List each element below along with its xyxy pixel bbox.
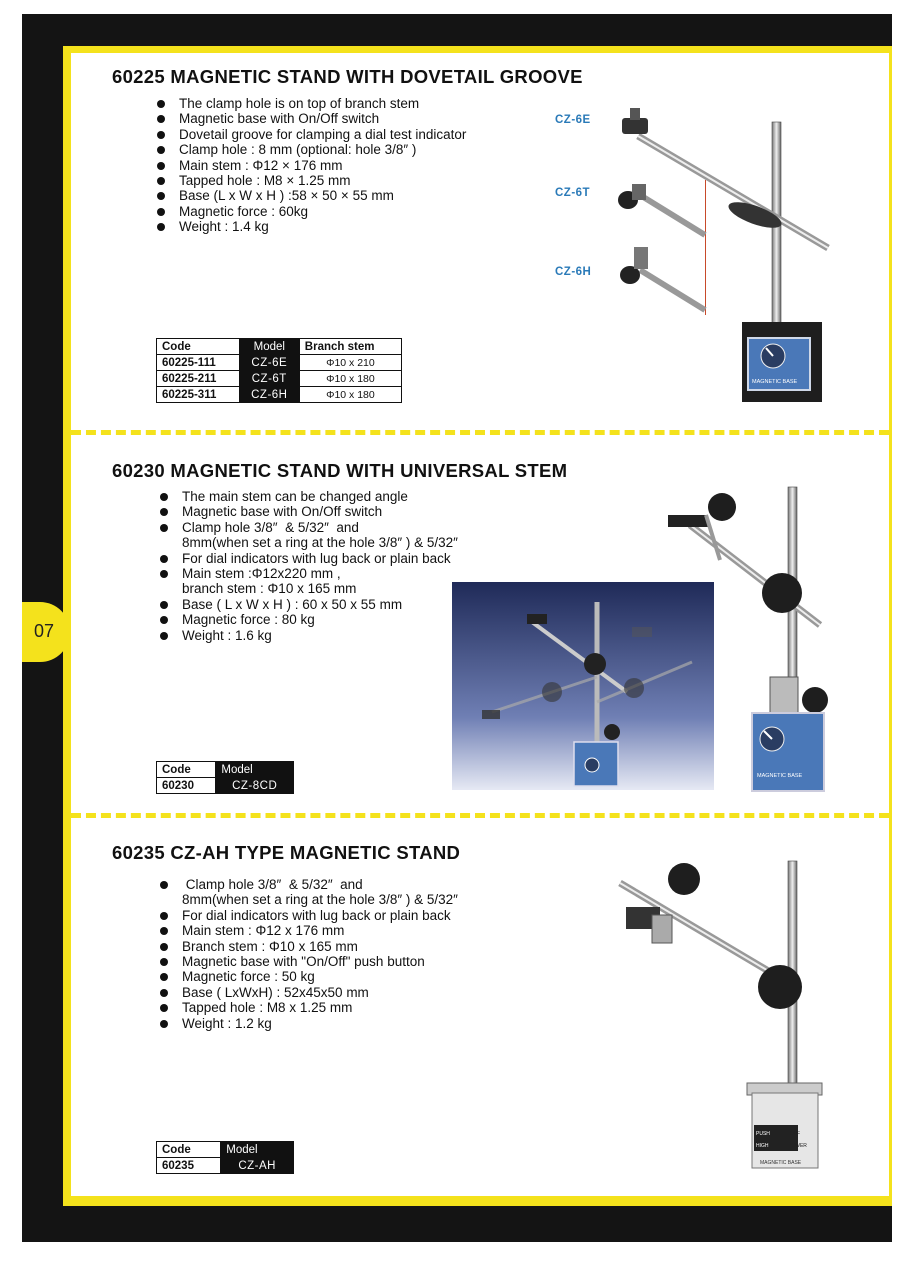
base-label-push: PUSH: [756, 1131, 770, 1137]
table-cell-code: 60225-311: [157, 387, 240, 403]
feature-list-60235: [160, 877, 458, 1031]
table-cell-code: 60235: [157, 1158, 221, 1174]
table-cell-code: 60225-211: [157, 371, 240, 387]
spec-table-60225: [156, 338, 402, 403]
feature-item: Tapped hole : M8 × 1.25 mm: [157, 173, 466, 188]
spec-table-60235: [156, 1141, 294, 1174]
table-cell-branch-stem: Φ10 x 180: [299, 387, 401, 403]
base-label-high: HIGH: [756, 1143, 769, 1149]
feature-item: Magnetic base with On/Off switch: [157, 111, 466, 126]
variant-label-cz-6e: CZ-6E: [555, 114, 591, 126]
table-row: [157, 355, 402, 371]
table-row: [157, 387, 402, 403]
feature-item: The clamp hole is on top of branch stem: [157, 96, 466, 111]
table-row: [157, 371, 402, 387]
page-number: 07: [34, 621, 55, 641]
feature-item: For dial indicators with lug back or plain back: [160, 551, 458, 566]
section-divider: [71, 813, 889, 818]
table-cell-branch-stem: Φ10 x 180: [299, 371, 401, 387]
magnetic-stand-universal-illustration: [660, 485, 845, 795]
table-row: [157, 778, 294, 794]
feature-list-60230: [160, 489, 458, 643]
feature-item: Base ( LxWxH) : 52x45x50 mm: [160, 985, 458, 1000]
feature-item: Base ( L x W x H ) : 60 x 50 x 55 mm: [160, 597, 458, 612]
base-label-text: MAGNETIC BASE: [752, 379, 798, 385]
table-row: [157, 1158, 294, 1174]
feature-item: Main stem :Φ12x220 mm , branch stem : Φ10 x 165 mm: [160, 566, 458, 597]
feature-item: Clamp hole : 8 mm (optional: hole 3/8″ ): [157, 142, 466, 157]
feature-item: Base (L x W x H ) :58 × 50 × 55 mm: [157, 188, 466, 203]
table-header-code: Code: [157, 1142, 221, 1158]
section-title-60230: 60230 MAGNETIC STAND WITH UNIVERSAL STEM: [112, 460, 568, 481]
spec-table-60230: [156, 761, 294, 794]
table-cell-model: CZ-8CD: [216, 778, 294, 794]
feature-item: Clamp hole 3/8″ & 5/32″ and 8mm(when set a ring at the hole 3/8″ ) & 5/32″: [160, 520, 458, 551]
table-header-model: Model: [239, 339, 299, 355]
feature-item: Tapped hole : M8 x 1.25 mm: [160, 1000, 458, 1015]
base-label-off: OFF: [790, 1131, 800, 1137]
base-label-magnetic-base: MAGNETIC BASE: [760, 1160, 802, 1166]
cz-ah-magnetic-stand-illustration: [612, 855, 837, 1175]
feature-item: Magnetic force : 80 kg: [160, 612, 458, 627]
feature-item: Dovetail groove for clamping a dial test indicator: [157, 127, 466, 142]
table-cell-model: CZ-6E: [239, 355, 299, 371]
table-cell-model: CZ-AH: [221, 1158, 294, 1174]
variant-label-cz-6t: CZ-6T: [555, 187, 591, 199]
feature-item: Magnetic base with "On/Off" push button: [160, 954, 458, 969]
table-header-model: Model: [216, 762, 294, 778]
feature-item: Weight : 1.2 kg: [160, 1016, 458, 1031]
feature-item: Magnetic base with On/Off switch: [160, 504, 458, 519]
section-title-60225: 60225 MAGNETIC STAND WITH DOVETAIL GROOVE: [112, 66, 583, 87]
table-header-branch-stem: Branch stem: [299, 339, 401, 355]
feature-item: Magnetic force : 50 kg: [160, 969, 458, 984]
table-header-code: Code: [157, 762, 216, 778]
base-label-text: MAGNETIC BASE: [757, 773, 803, 779]
section-divider: [71, 430, 889, 435]
table-header-model: Model: [221, 1142, 294, 1158]
table-cell-code: 60225-111: [157, 355, 240, 371]
feature-item: Main stem : Φ12 x 176 mm: [160, 923, 458, 938]
feature-item: Branch stem : Φ10 x 165 mm: [160, 939, 458, 954]
table-cell-code: 60230: [157, 778, 216, 794]
feature-item: Magnetic force : 60kg: [157, 204, 466, 219]
feature-item: For dial indicators with lug back or plain back: [160, 908, 458, 923]
base-label-power: POWER: [788, 1143, 807, 1149]
variant-label-cz-6h: CZ-6H: [555, 266, 592, 278]
feature-item: Weight : 1.4 kg: [157, 219, 466, 234]
feature-item: The main stem can be changed angle: [160, 489, 458, 504]
feature-item: Weight : 1.6 kg: [160, 628, 458, 643]
magnetic-stand-dovetail-illustration: [600, 100, 840, 405]
feature-list-60225: [157, 96, 466, 235]
section-title-60235: 60235 CZ-AH TYPE MAGNETIC STAND: [112, 842, 461, 863]
table-cell-model: CZ-6H: [239, 387, 299, 403]
table-cell-model: CZ-6T: [239, 371, 299, 387]
table-header-code: Code: [157, 339, 240, 355]
feature-item: Main stem : Φ12 × 176 mm: [157, 158, 466, 173]
feature-item: Clamp hole 3/8″ & 5/32″ and 8mm(when set a ring at the hole 3/8″ ) & 5/32″: [160, 877, 458, 908]
table-cell-branch-stem: Φ10 x 210: [299, 355, 401, 371]
